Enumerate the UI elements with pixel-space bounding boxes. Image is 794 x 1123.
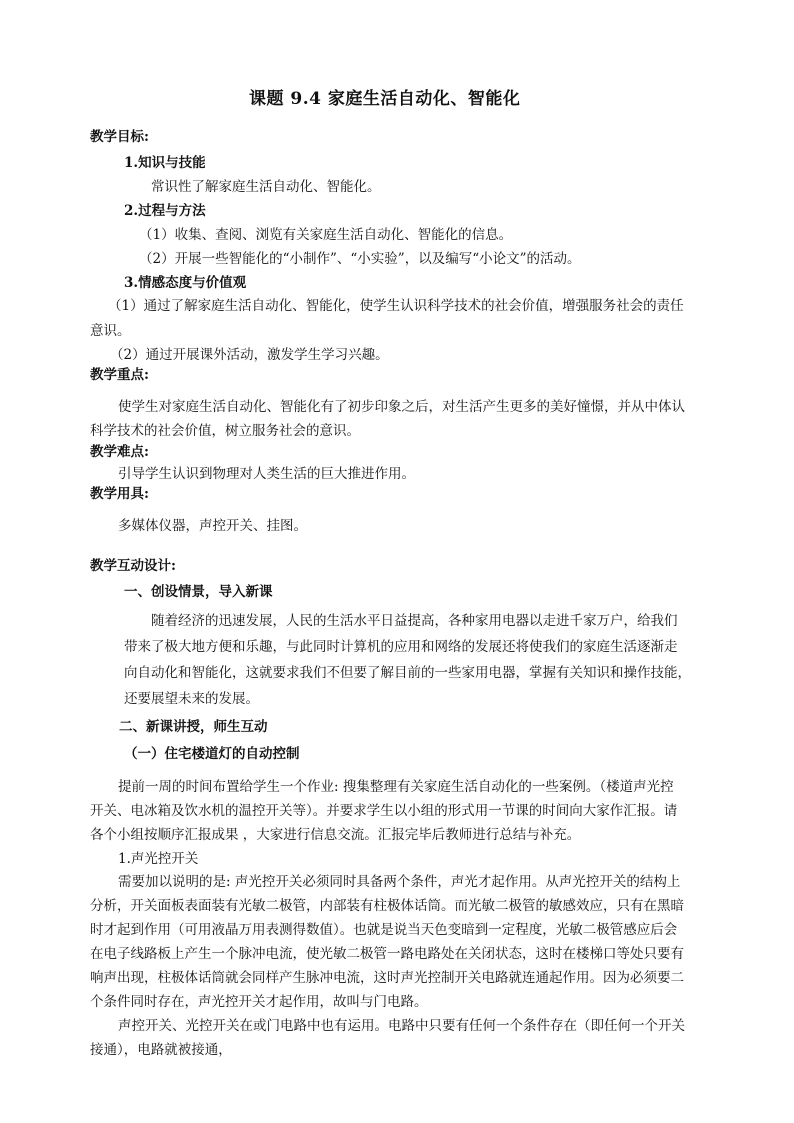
goal3-item2: （2）通过开展课外活动，激发学生学习兴趣。 [110,347,389,363]
section1-line3: 向自动化和智能化，这就要求我们不但要了解目前的一些家用电器，掌握有关知识和操作技能， [124,665,691,681]
difficulty-heading: 教学难点: [90,444,149,460]
goal2-item1: （1）收集、查阅、浏览有关家庭生活自动化、智能化的信息。 [139,227,513,243]
section1-line1: 随着经济的迅速发展，人民的生活水平日益提高，各种家用电器以走进千家万户，给我们 [151,613,678,629]
goal1-text: 常识性了解家庭生活自动化、智能化。 [151,179,381,195]
para2-line1: 需要加以说明的是: 声光控开关必须同时具备两个条件，声光才起作用。从声光控开关的结构上 [118,874,681,890]
goal2-item2: （2）开展一些智能化的“小制作”、“小实验”，以及编写“小论文”的活动。 [139,251,581,267]
para2-line5: 响声出现，柱极体话筒就会同样产生脉冲电流，这时声光控制开关电路就连通起作用。因为必须要二 [90,970,684,986]
key-points-line2: 科学技术的社会价值，树立服务社会的意识。 [90,423,360,439]
goal1-heading: 1.知识与技能 [124,155,206,171]
para3-line2: 接通），电路就被接通， [90,1042,232,1058]
design-heading: 教学互动设计: [90,558,176,574]
section1-line2: 带来了极大地方便和乐趣，与此同时计算机的应用和网络的发展还将使我们的家庭生活逐渐走 [124,639,678,655]
para1-line1: 提前一周的时间布置给学生一个作业: 搜集整理有关家庭生活自动化的一些案例。（楼道声光控 [118,779,674,795]
section2-heading: 二、新课讲授，师生互动 [119,719,268,735]
goal2-heading: 2.过程与方法 [124,203,206,219]
para2-line3: 时才起到作用（可用液晶万用表测得数值）。也就是说当天色变暗到一定程度，光敏二极管感应后会 [90,922,678,938]
para2-line4: 在电子线路板上产生一个脉冲电流，使光敏二极管一路电路处在关闭状态，这时在楼梯口等处只要有 [90,946,684,962]
goals-heading: 教学目标: [90,129,149,145]
para2-line6: 个条件同时存在，声光控开关才起作用，故叫与门电路。 [90,994,428,1010]
para1-line3: 各个小组按顺序汇报成果 ，大家进行信息交流。汇报完毕后教师进行总结与补充。 [90,827,581,843]
para3-line1: 声控开关、光控开关在或门电路中也有运用。电路中只要有任何一个条件存在（即任何一个开关 [118,1018,685,1034]
para2-line2: 分析，开关面板表面装有光敏二极管，内部装有柱极体话筒。而光敏二极管的敏感效应，只有在黑暗 [90,898,684,914]
key-points-heading: 教学重点: [90,367,149,383]
section1-line4: 还要展望未来的发展。 [124,691,259,707]
tools-text: 多媒体仪器，声控开关、挂图。 [118,518,307,534]
item1-heading: 1.声光控开关 [118,851,199,867]
tools-heading: 教学用具: [90,486,149,502]
subsection1-heading: （一）住宅楼道灯的自动控制 [124,746,300,762]
goal3-item1-line1: （1）通过了解家庭生活自动化、智能化，使学生认识科学技术的社会价值，增强服务社会的责任 [108,298,684,314]
lesson-title: 课题 9.4 家庭生活自动化、智能化 [249,89,521,109]
goal3-heading: 3.情感态度与价值观 [124,275,247,291]
difficulty-text: 引导学生认识到物理对人类生活的巨大推进作用。 [118,466,415,482]
key-points-line1: 使学生对家庭生活自动化、智能化有了初步印象之后，对生活产生更多的美好憧憬，并从中体认 [118,399,685,415]
goal3-item1-line2: 意识。 [90,323,131,339]
section1-heading: 一、创设情景，导入新课 [124,584,273,600]
para1-line2: 开关、电冰箱及饮水机的温控开关等）。并要求学生以小组的形式用一节课的时间向大家作汇报。请 [90,803,678,819]
